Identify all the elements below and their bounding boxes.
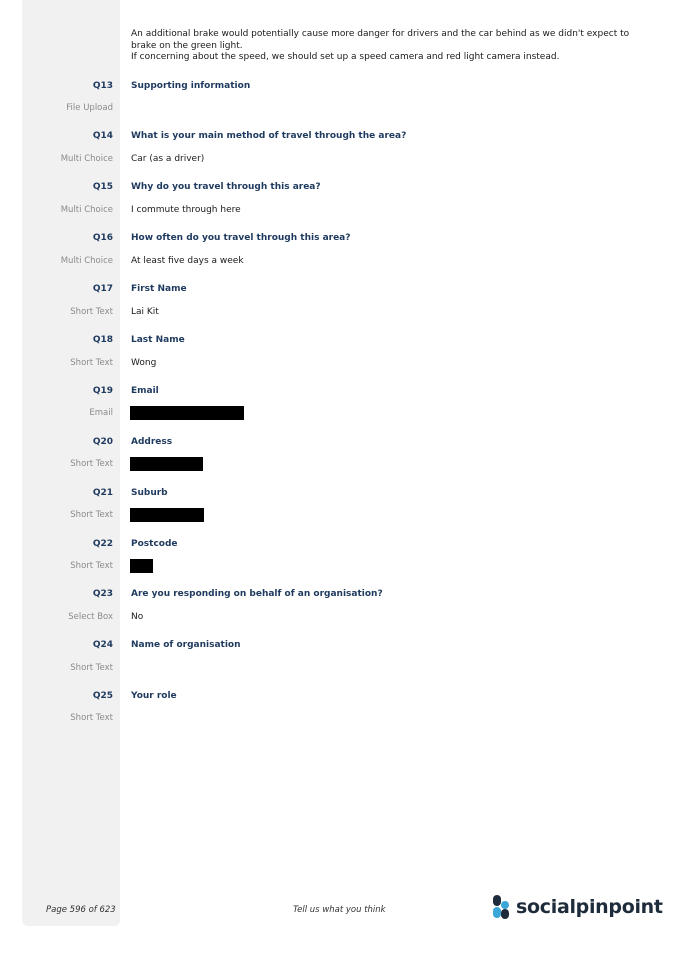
question-title: Postcode	[131, 539, 178, 549]
answer-q19	[0, 406, 675, 420]
question-title: Your role	[131, 691, 177, 701]
question-type: Email	[89, 408, 113, 418]
question-title: Email	[131, 386, 159, 396]
question-title: How often do you travel through this area?	[131, 233, 351, 243]
question-type: Short Text	[70, 307, 113, 317]
question-number: Q15	[92, 182, 113, 192]
logo-wordmark: socialpinpoint	[516, 896, 663, 918]
answer-text: Car (as a driver)	[131, 154, 205, 164]
question-q23	[0, 587, 675, 601]
answer-text: I commute through here	[131, 205, 241, 215]
answer-q20	[0, 457, 675, 471]
answer-q14	[0, 152, 675, 166]
answer-q13	[0, 101, 675, 115]
question-type: Select Box	[68, 612, 113, 622]
answer-text: Lai Kit	[131, 307, 159, 317]
question-title: Address	[131, 437, 173, 447]
question-number: Q20	[92, 437, 113, 447]
question-type: Short Text	[70, 561, 113, 571]
question-q17	[0, 282, 675, 296]
answer-q25	[0, 711, 675, 725]
redacted-postcode	[130, 559, 153, 573]
question-number: Q25	[92, 691, 113, 701]
question-q20	[0, 435, 675, 449]
question-q16	[0, 231, 675, 245]
answer-q24	[0, 661, 675, 675]
question-title: Name of organisation	[131, 640, 241, 650]
redacted-address	[130, 457, 203, 471]
question-q15	[0, 180, 675, 194]
question-q21	[0, 486, 675, 500]
logo-mark-icon	[492, 895, 510, 919]
question-number: Q16	[92, 233, 113, 243]
answer-paragraph-1: An additional brake would potentially cause more danger for drivers and the car behind as we didn't expect to brake on the green light.	[131, 29, 630, 51]
previous-answer-text	[131, 29, 641, 64]
footer-tagline: Tell us what you think	[293, 905, 386, 915]
answer-q18	[0, 356, 675, 370]
redacted-email	[130, 406, 244, 420]
answer-paragraph-2: If concerning about the speed, we should set up a speed camera and red light camera instead.	[131, 52, 560, 62]
question-type: File Upload	[66, 103, 113, 113]
question-q19	[0, 384, 675, 398]
question-q22	[0, 537, 675, 551]
question-type: Short Text	[70, 713, 113, 723]
page-number: Page 596 of 623	[46, 905, 116, 915]
question-number: Q14	[92, 131, 113, 141]
question-title: What is your main method of travel through the area?	[131, 131, 407, 141]
question-q24	[0, 638, 675, 652]
question-number: Q19	[92, 386, 113, 396]
question-type: Multi Choice	[60, 154, 113, 164]
question-number: Q18	[92, 335, 113, 345]
question-title: Why do you travel through this area?	[131, 182, 321, 192]
socialpinpoint-logo	[492, 894, 663, 920]
answer-q21	[0, 508, 675, 522]
question-q18	[0, 333, 675, 347]
question-number: Q24	[92, 640, 113, 650]
question-title: Suburb	[131, 488, 168, 498]
question-q14	[0, 129, 675, 143]
question-type: Short Text	[70, 663, 113, 673]
question-title: Are you responding on behalf of an organisation?	[131, 589, 383, 599]
question-title: Last Name	[131, 335, 185, 345]
question-q25	[0, 689, 675, 703]
question-type: Short Text	[70, 358, 113, 368]
answer-q15	[0, 203, 675, 217]
answer-q23	[0, 610, 675, 624]
answer-text: Wong	[131, 358, 157, 368]
question-number: Q13	[92, 81, 113, 91]
question-q13	[0, 79, 675, 93]
question-number: Q21	[92, 488, 113, 498]
answer-q16	[0, 254, 675, 268]
redacted-suburb	[130, 508, 204, 522]
question-type: Multi Choice	[60, 256, 113, 266]
answer-q22	[0, 559, 675, 573]
question-number: Q17	[92, 284, 113, 294]
question-number: Q23	[92, 589, 113, 599]
question-type: Short Text	[70, 510, 113, 520]
question-title: First Name	[131, 284, 187, 294]
question-title: Supporting information	[131, 81, 251, 91]
answer-text: No	[131, 612, 144, 622]
answer-text: At least five days a week	[131, 256, 244, 266]
question-type: Short Text	[70, 459, 113, 469]
question-type: Multi Choice	[60, 205, 113, 215]
answer-q17	[0, 305, 675, 319]
question-number: Q22	[92, 539, 113, 549]
